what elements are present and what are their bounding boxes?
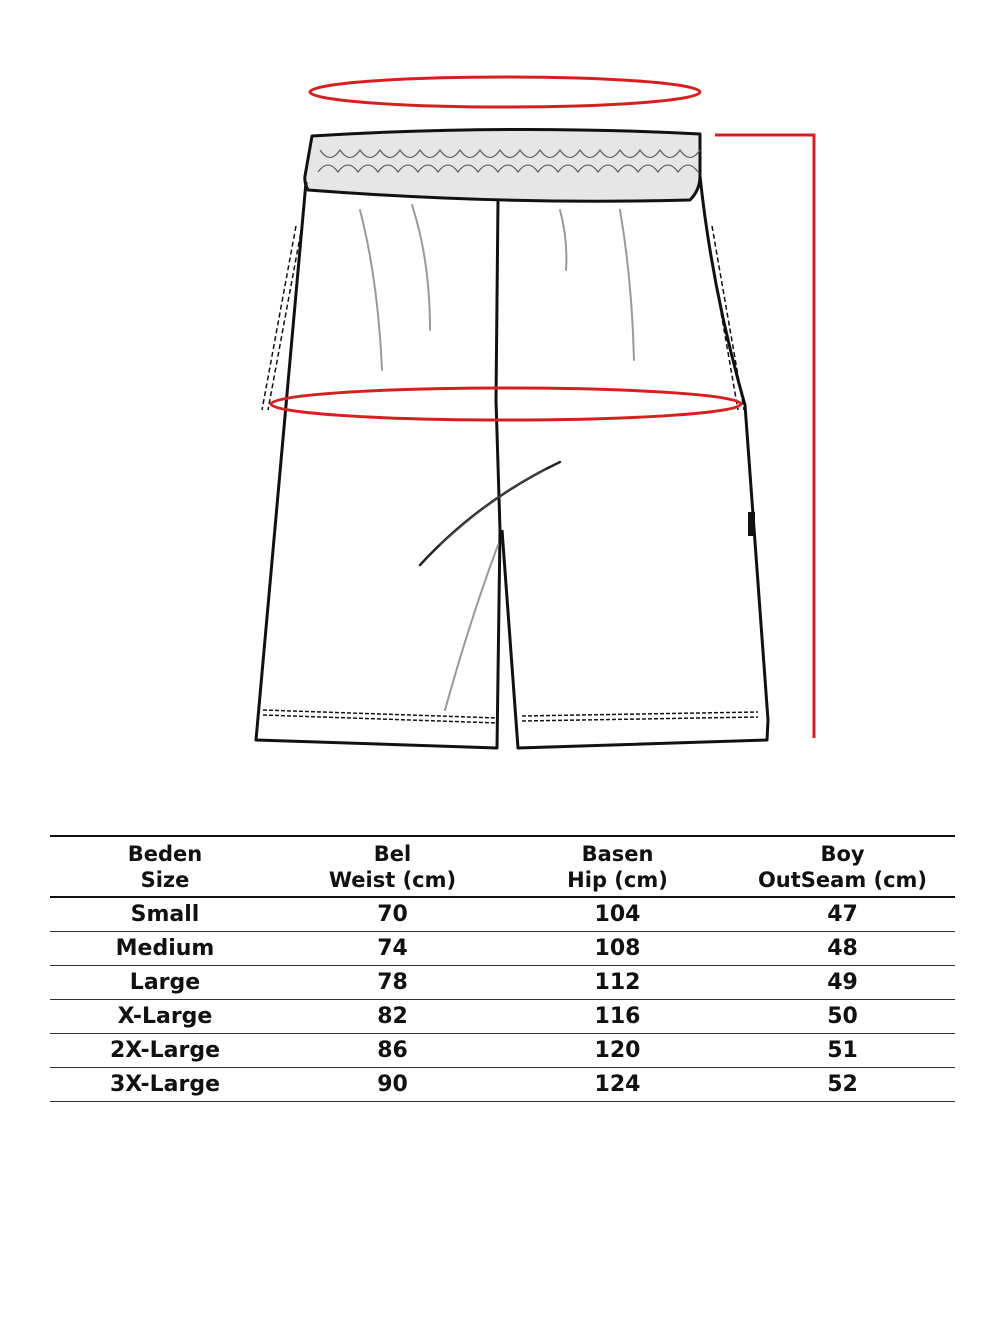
table-row (50, 897, 955, 931)
waist-measurement-ellipse (310, 77, 700, 107)
table-row (50, 999, 955, 1033)
hip-cell: 104 (594, 901, 641, 927)
header-waist-en: Weist (cm) (328, 867, 457, 892)
header-outseam (730, 836, 955, 897)
size-cell: X-Large (117, 1003, 213, 1029)
size-cell: Large (129, 969, 201, 995)
table-row (50, 965, 955, 999)
size-chart-header (50, 836, 955, 897)
waist-cell: 70 (377, 901, 408, 927)
size-cell: Medium (115, 935, 215, 961)
size-cell: Small (130, 901, 200, 927)
hip-cell: 116 (594, 1003, 641, 1029)
header-outseam-tr: Boy (820, 841, 865, 866)
outseam-cell: 47 (827, 901, 858, 927)
table-row (50, 931, 955, 965)
header-hip (505, 836, 730, 897)
outseam-cell: 49 (827, 969, 858, 995)
hip-cell: 120 (594, 1037, 641, 1063)
outseam-cell: 48 (827, 935, 858, 961)
size-cell: 2X-Large (110, 1037, 220, 1063)
shorts-outline (256, 129, 768, 748)
header-waist-tr: Bel (373, 841, 412, 866)
header-size-en: Size (140, 867, 190, 892)
header-size (50, 836, 280, 897)
outseam-cell: 50 (827, 1003, 858, 1029)
waist-cell: 78 (377, 969, 408, 995)
hem-stitching (263, 710, 758, 723)
header-row (50, 836, 955, 897)
waist-cell: 74 (377, 935, 408, 961)
waist-cell: 90 (377, 1071, 408, 1097)
header-hip-en: Hip (cm) (567, 867, 668, 892)
outseam-cell: 52 (827, 1071, 858, 1097)
outseam-cell: 51 (827, 1037, 858, 1063)
pocket-stitching (262, 226, 744, 410)
header-hip-tr: Basen (581, 841, 654, 866)
hip-cell: 112 (594, 969, 641, 995)
waist-cell: 82 (377, 1003, 408, 1029)
header-waist (280, 836, 505, 897)
hip-cell: 108 (594, 935, 641, 961)
hip-measurement-ellipse (271, 388, 741, 420)
table-row (50, 1067, 955, 1101)
hip-cell: 124 (594, 1071, 641, 1097)
waist-cell: 86 (377, 1037, 408, 1063)
size-cell: 3X-Large (110, 1071, 220, 1097)
table-row (50, 1033, 955, 1067)
size-chart-body (50, 897, 955, 1101)
outseam-measurement-line (715, 135, 814, 738)
header-outseam-en: OutSeam (cm) (757, 867, 928, 892)
size-chart-table (50, 835, 955, 1102)
header-size-tr: Beden (127, 841, 203, 866)
side-tab (748, 512, 755, 536)
